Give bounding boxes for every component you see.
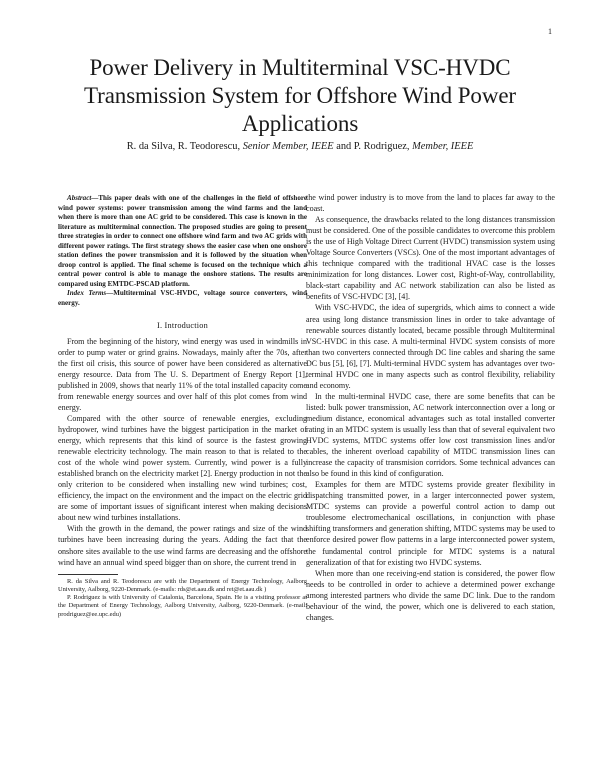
- body-paragraph: As consequence, the drawbacks related to the long distances transmission must be considered. One of the possible candidates to overcome this problem is the use of High Voltage Direct Current (HVDC) transmission system using Voltage Source Converters (VSCs). One of the most important advantages of this technique compared with the traditional HVAC case is the losses minimization for long distances. Lower cost, Right-of-Way, controllability, black-start capability and AC network stabilization can also be listed as benefits of VSC-HVDC [3], [4].: [306, 215, 555, 302]
- paper-title: Power Delivery in Multiterminal VSC-HVDC Transmission System for Offshore Wind Power Applications: [84, 55, 516, 136]
- author-role-member: Member, IEEE: [412, 141, 474, 152]
- body-paragraph: With VSC-HVDC, the idea of supergrids, which aims to connect a wide area using long distance transmission lines in order to take advantage of renewable sources distantly located, became possible through Multiterminal VSC-HVDC in this case. A multi-terminal HVDC system consists of more than two converters connected through DC line cables and sharing the same DC bus [5], [6], [7]. Multi-terminal HVDC system has advantages over two-terminal HVDC one in many aspects such as control flexibility, reliability and economy.: [306, 303, 555, 390]
- section-heading-introduction: I. Introduction: [157, 320, 208, 330]
- body-paragraph: In the multi-terminal HVDC case, there are some benefits that can be listed: bulk power transmission, AC network interconnection over a long or medium distance, economical advantages such as total installed converter rating in an MTDC system is usually less than that of several equivalent two HVDC systems, MTDC systems offer low cost transmission lines and/or cables, the inherent overload capability of MTDC transmission lines can increase the capacity of transmision corridors. Some technical advances can also be found in this kind of configuration.: [306, 391, 555, 479]
- page-number: 1: [548, 27, 552, 36]
- body-paragraph: With the growth in the demand, the power ratings and size of the wind turbines have been increasing during the years. Adding the fact that the onshore sites available to the use wind farms are decreasing and the offshore wind have an annual wind speed bigger than on shore, the current trend in: [58, 524, 307, 567]
- body-paragraph: Compared with the other source of renewable energies, excluding hydropower, wind turbines have the biggest participation in the market of energy, which represents that this kind of source is the fastest growing renewable electricity technology. The main reason to that is related to the cost of the whole wind power system. Currently, wind power is a fully established branch on the electricity market [2]. Energy production in not the only criterion to be considered when installing new wind turbines; cost, efficiency, the impact on the environment and the impact on the electric grid are some of important issues of significant interest when making decisions about new wind turbines installations.: [58, 413, 307, 523]
- body-paragraph: the wind power industry is to move from the land to places far away to the coast.: [306, 193, 555, 214]
- body-paragraph: When more than one receiving-end station is considered, the power flow needs to be controlled in order to achieve a determined power exchange among interested partners who divide the same DC link. Due to the random behaviour of the wind, the power, which one is delivered to each station, changes.: [306, 568, 555, 622]
- authors-names-2: and P. Rodriguez,: [336, 141, 410, 152]
- index-terms: [58, 289, 307, 308]
- footnote: P. Rodriguez is with University of Catalonia, Barcelona, Spain. He is a visiting professor at the Department of Energy Technology, Aalborg University, Aalborg, 9220-Denmark. (e-mail: prodriguez@ee.upc.edu): [58, 594, 307, 618]
- author-line: [40, 141, 560, 152]
- author-role-senior: Senior Member, IEEE: [242, 141, 334, 152]
- body-paragraph: From the beginning of the history, wind energy was used in windmills in order to pump water or grind grains. Nowadays, mainly after the 70s, after the first oil crisis, this source of power have been considered as alternative energy resource. Data from The U. S. Department of Energy Report [1], published in 2009, shows that nearly 11% of the total installed capacity come from renewable energy sources and over half of this plot comes from wind energy.: [58, 336, 307, 412]
- right-column: [306, 192, 555, 623]
- abstract-label: Abstract: [67, 194, 92, 202]
- footnote-divider: [58, 574, 118, 575]
- index-terms-label: Index Terms: [67, 289, 107, 298]
- body-paragraph: Examples for them are MTDC systems provide greater flexibility in dispatching transmitted power, in a larger interconnected power system, MTDC systems can provide a powerful control action to damp out troublesome electromechanical oscillations, in conjunction with phase shifting transformers and generation shifting, MTDC systems may be used to enforce desired power flow patterns in a large interconnected power system, the fundamental control principle for MTDC systems is a natural generalization of that for existing two HVDC systems.: [306, 480, 555, 567]
- abstract-text: —This paper deals with one of the challenges in the field of offshore wind power systems: power transmission among the wind farms and the land when there is more than one AC grid to be considered. This case is known in the literature as multiterminal connection. The proposed studies are going to present three strategies in order to connect one offshore wind farm and two AC grids with different power ratings. The first strategy shows the easier case when one onshore station defines the power transmission and it is followed by the situation when droop control is applied. The final scheme is focused on the technique which a central power control is able to manage the onshore stations. The results are compared using EMTDC-PSCAD platform.: [58, 194, 307, 288]
- index-terms-text: —Multiterminal VSC-HVDC, voltage source converters, wind energy.: [58, 289, 307, 308]
- authors-names: R. da Silva, R. Teodorescu,: [126, 141, 241, 152]
- abstract: [58, 194, 307, 289]
- left-column: [58, 194, 307, 619]
- footnote: R. da Silva and R. Teodorescu are with the Department of Energy Technology, Aalborg University, Aalborg, 9220-Denmark. (e-mails: rds@et.aau.dk and ret@et.aau.dk ): [58, 577, 307, 593]
